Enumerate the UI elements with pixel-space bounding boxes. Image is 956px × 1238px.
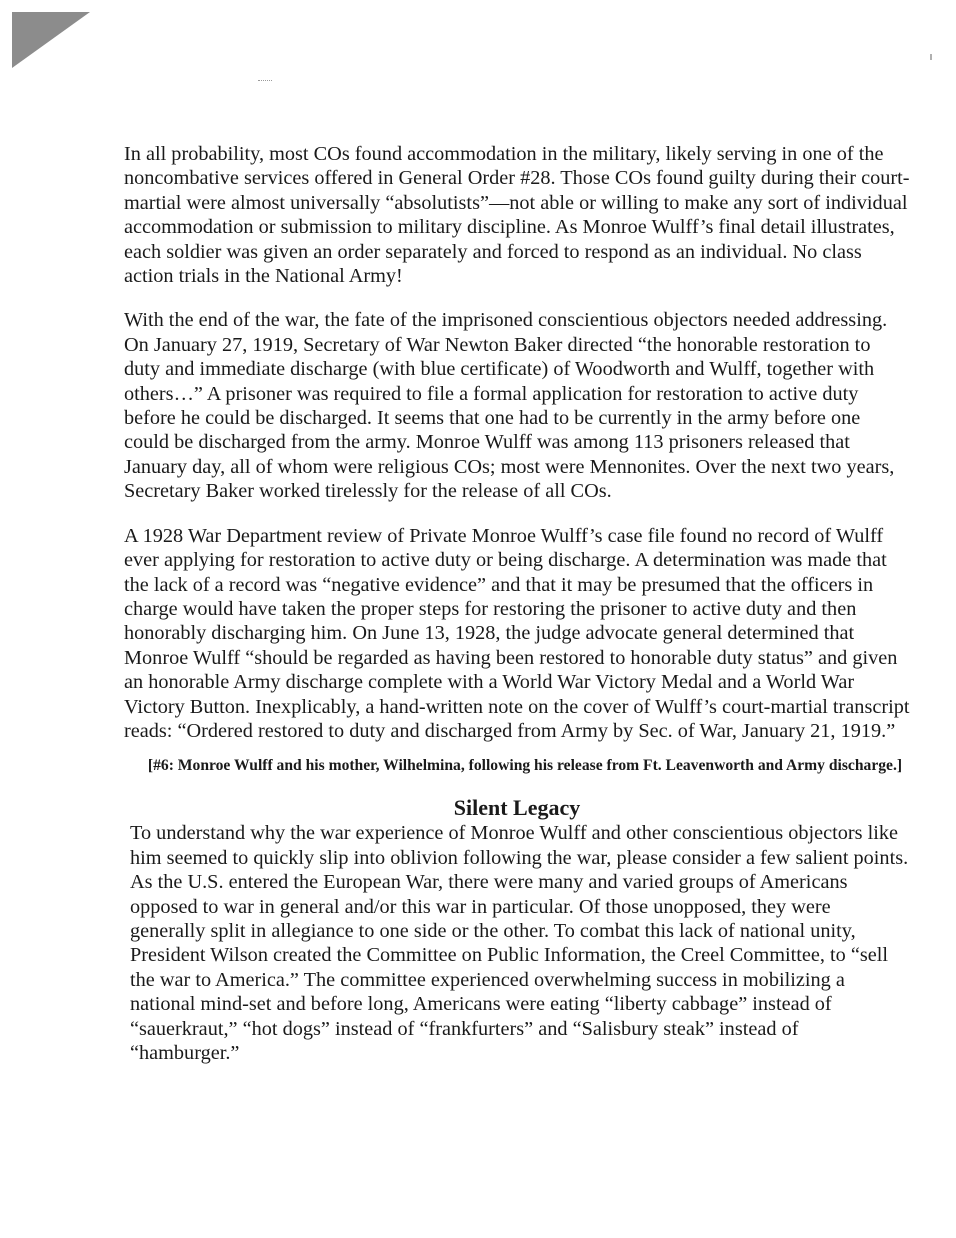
paragraph-2: With the end of the war, the fate of the imprisoned conscientious objectors needed addressing. On January 27, 1919, Secretary of War Newton Baker directed “the honorable restoration to duty and immediate discharge (with blue certificate) of Woodworth and Wulff, together with others…” A prisoner was required to file a formal application for restoration to active duty before he could be discharged. It seems that one had to be currently in the army before one could be discharged from the army. Monroe Wulff was among 113 prisoners released that January day, all of whom were religious COs; most were Mennonites. Over the next two years, Secretary Baker worked tirelessly for the release of all COs. — [124, 309, 895, 503]
scan-speck — [258, 80, 272, 83]
section-paragraph: To understand why the war experience of Monroe Wulff and other conscientious objectors like him seemed to quickly slip into oblivion following the war, please consider a few salient points. As the U.S. entered the European War, there were many and varied groups of Americans opposed to war in general and/or this war in particular. Of those unopposed, they were generally split in allegiance to one side or the other. To combat this lack of national unity, President Wilson created the Committee on Public Information, the Creel Committee, to “sell the war to America.” The committee experienced overwhelming success in mobilizing a national mind-set and before long, Americans were eating “liberty cabbage” instead of “sauerkraut,” “hot dogs” instead of “frankfurters” and “Salisbury steak” instead of “hamburger.” — [130, 822, 909, 1064]
paragraph-3: A 1928 War Department review of Private Monroe Wulff’s case file found no record of Wulff ever applying for restoration to active duty or being discharge. A determination was made that the lack of a record was “negative evidence” and that it may be presumed that the officers in charge would have taken the proper steps for restoring the prisoner to active duty and then honorably discharging him. On June 13, 1928, the judge advocate general determined that Monroe Wulff “should be regarded as having been restored to honorable duty status” and given an honorable Army discharge complete with a World War Victory Medal and a World War Victory Button. Inexplicably, a hand-written note on the cover of Wulff’s court-martial transcript reads: “Ordered restored to duty and discharged from Army by Sec. of War, January 21, 1919.” — [124, 524, 910, 742]
document-page — [124, 142, 910, 1085]
paragraph-1: In all probability, most COs found accommodation in the military, likely serving in one of the noncombative services offered in General Order #28. Those COs found guilty during their court-martial were almost universally “absolutists”—not able or willing to make any sort of individual accommodation or submission to military discipline. As Monroe Wulff’s final detail illustrates, each soldier was given an order separately and forced to respond as an individual. No class action trials in the National Army! — [124, 143, 910, 288]
photo-caption: [#6: Monroe Wulff and his mother, Wilhelmina, following his release from Ft. Leavenworth and Army discharge.] — [147, 757, 903, 775]
scan-corner-fold — [12, 12, 90, 68]
scan-speck — [930, 54, 932, 60]
section-heading: Silent Legacy — [453, 795, 581, 821]
